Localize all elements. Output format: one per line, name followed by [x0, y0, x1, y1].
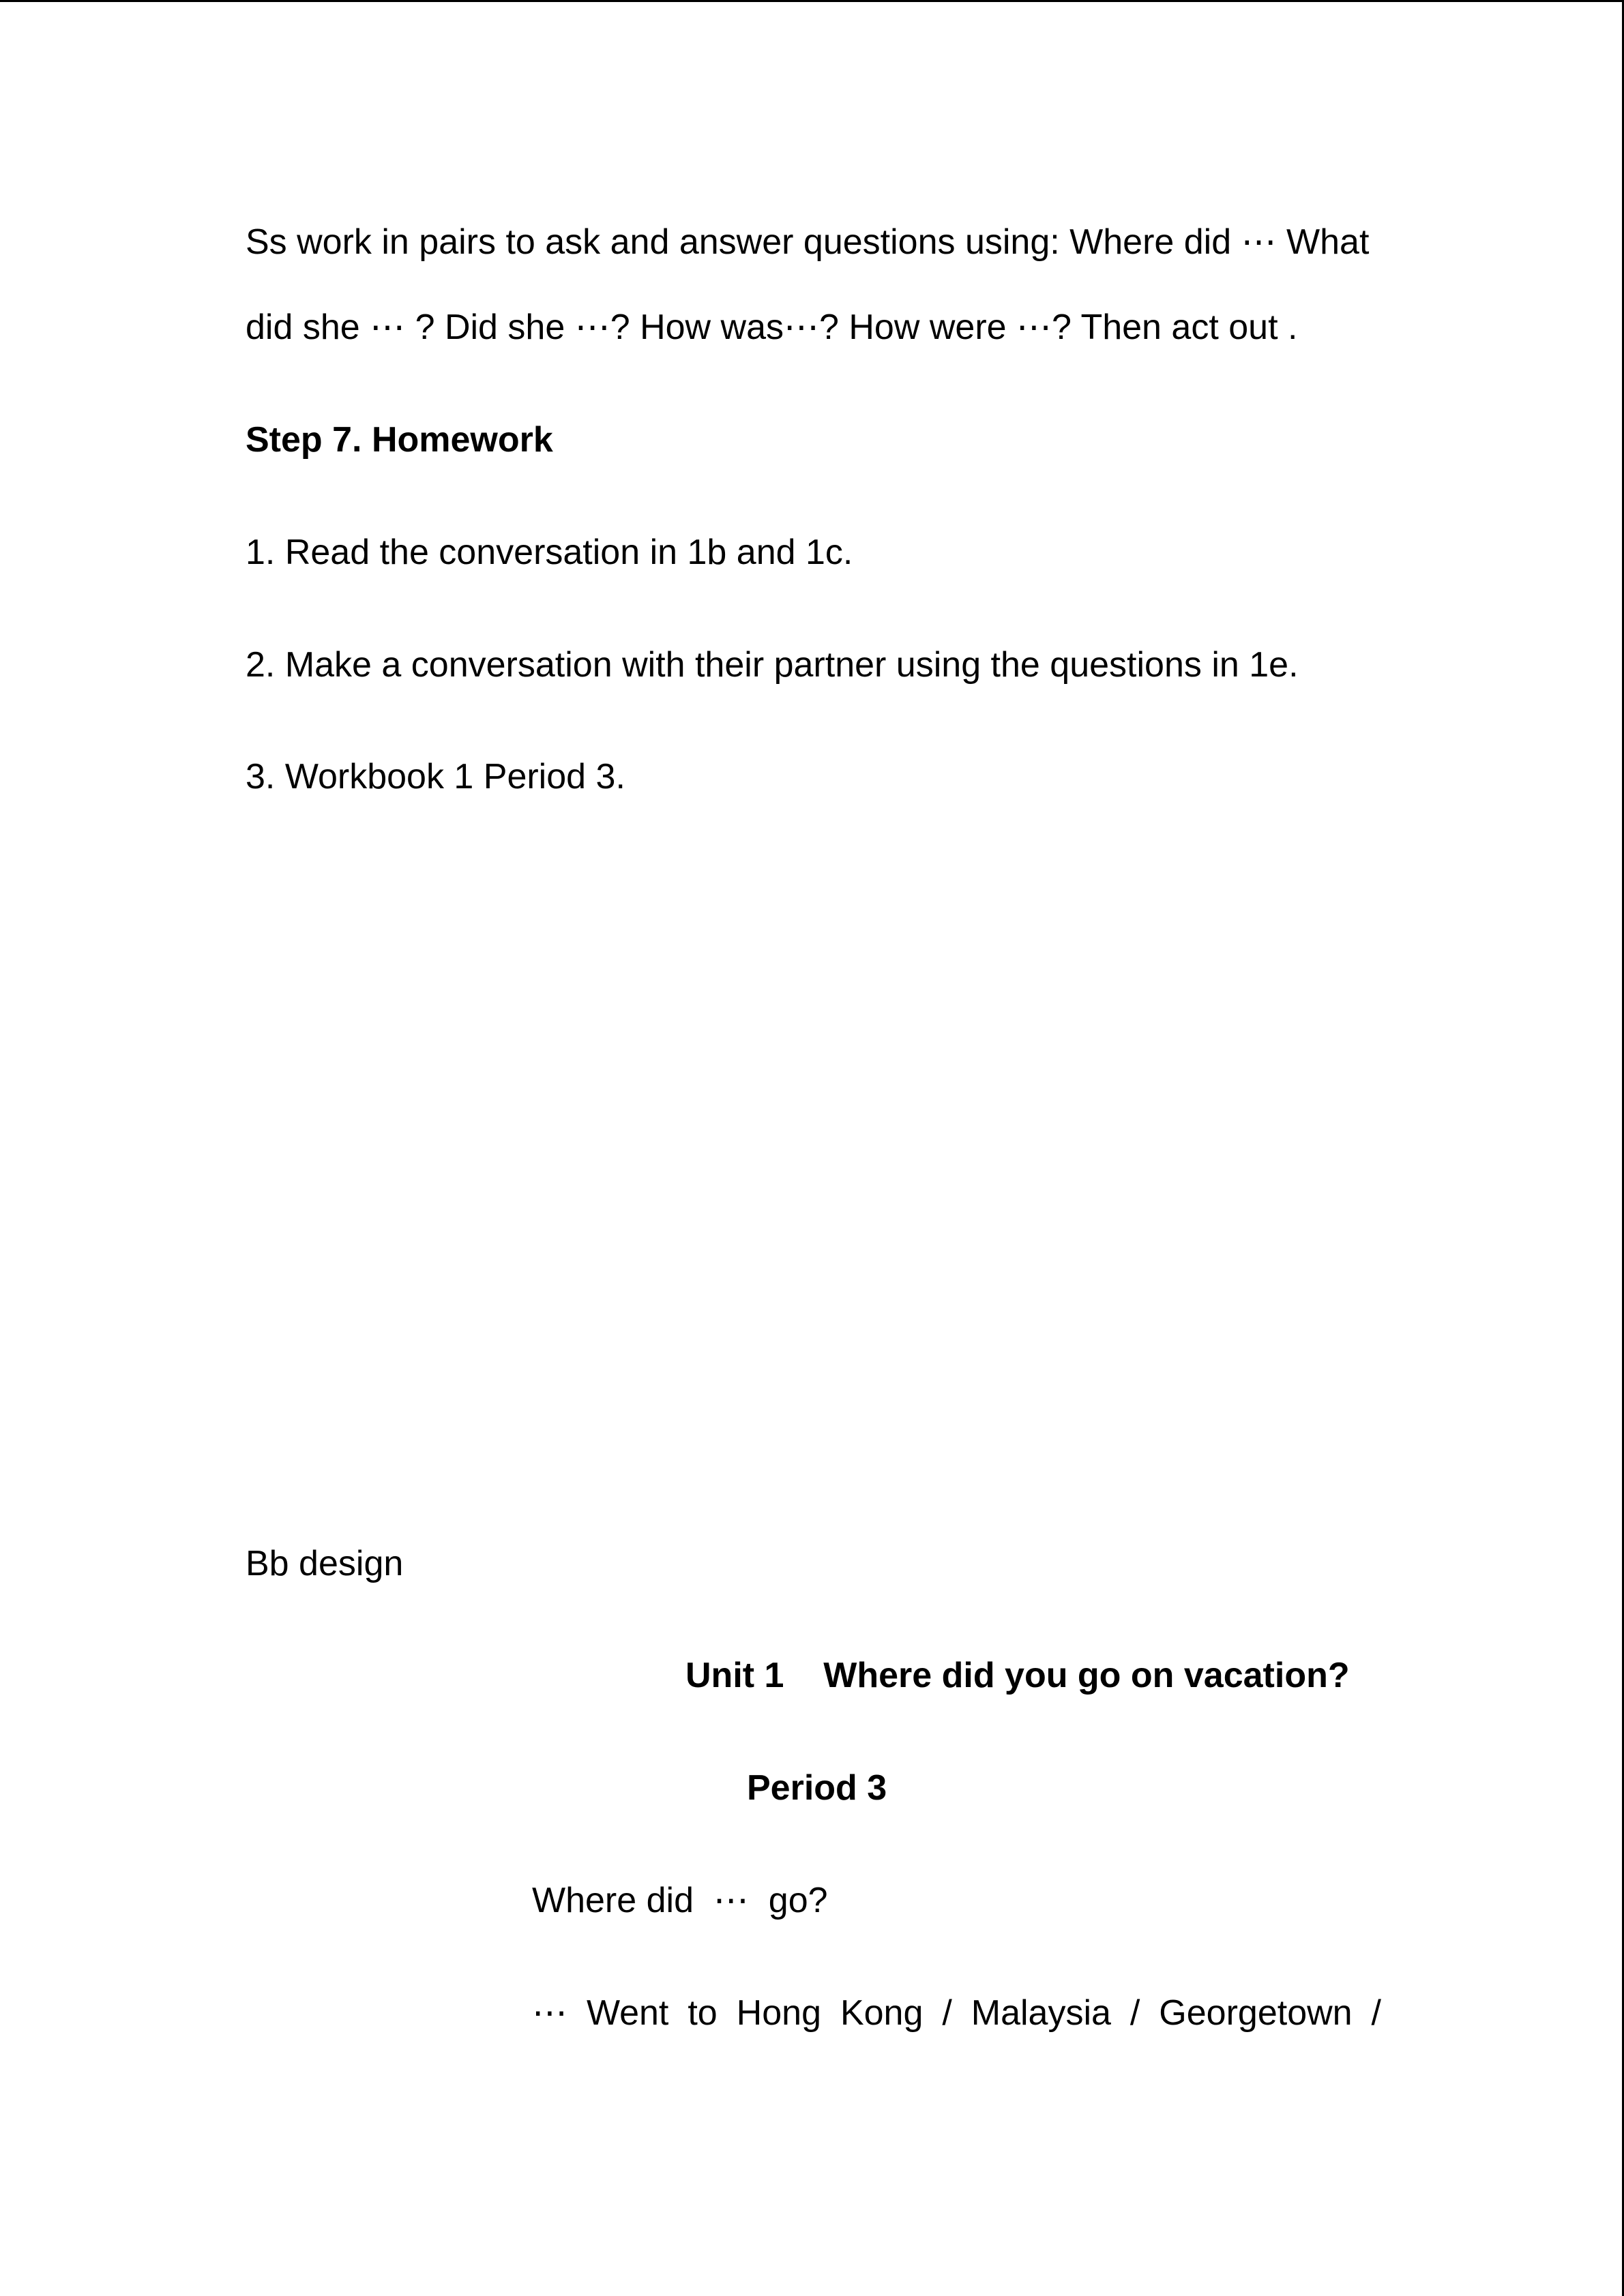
answer-word: Hong — [736, 1993, 821, 2033]
paragraph-line-1: Ss work in pairs to ask and answer questions using: Where did ⋯ What — [246, 222, 1370, 262]
answer-word: Georgetown — [1159, 1993, 1353, 2033]
period-title: Period 3 — [747, 1768, 887, 1808]
answer-word: / — [942, 1993, 952, 2033]
answer-word: Went — [586, 1993, 669, 2033]
bb-design-label: Bb design — [246, 1544, 404, 1583]
question-line: Where did ⋯ go? — [532, 1881, 828, 1920]
step7-heading: Step 7. Homework — [246, 420, 553, 460]
answer-word: Malaysia — [971, 1993, 1111, 2033]
answer-line — [532, 1991, 1381, 2035]
answer-word: / — [1130, 1993, 1140, 2033]
answer-word: to — [688, 1993, 718, 2033]
answer-word: ⋯ — [532, 1993, 567, 2033]
homework-item-3: 3. Workbook 1 Period 3. — [246, 757, 625, 796]
homework-item-2: 2. Make a conversation with their partner using the questions in 1e. — [246, 645, 1299, 685]
homework-item-1: 1. Read the conversation in 1b and 1c. — [246, 533, 853, 572]
answer-word: / — [1371, 1993, 1381, 2033]
answer-word: Kong — [840, 1993, 924, 2033]
unit-title: Unit 1 Where did you go on vacation? — [685, 1656, 1350, 1695]
paragraph-line-2: did she ⋯ ? Did she ⋯? How was⋯? How were ⋯? Then act out . — [246, 308, 1298, 347]
